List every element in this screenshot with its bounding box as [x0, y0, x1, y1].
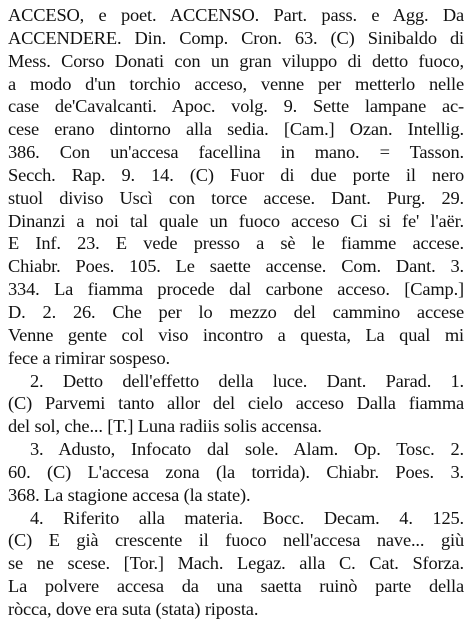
entry-line: a modo d'un torchio acceso, venne per metterlo nelle [8, 73, 464, 94]
entry-line: 334. La fiamma procede dal carbone acceso. [Camp.] [8, 279, 464, 300]
entry-line: 386. Con un'accesa facellina in mano. = Tasson. [8, 142, 464, 163]
entry-line: case de'Cavalcanti. Apoc. volg. 9. Sette lampane ac- [8, 96, 464, 117]
entry-line: 60. (C) L'accesa zona (la torrida). Chiabr. Poes. 3. [8, 461, 464, 482]
entry-line: ACCENDERE. Din. Comp. Cron. 63. (C) Sinibaldo di [8, 27, 464, 48]
entry-line: se ne scese. [Tor.] Mach. Legaz. alla C. Cat. Sforza. [8, 553, 464, 574]
entry-line: fece a rimirar sospeso. [8, 347, 170, 368]
entry-line: (C) E già crescente il fuoco nell'accesa nave... giù [8, 530, 464, 551]
entry-line: Chiabr. Poes. 105. Le saette accense. Com. Dant. 3. [8, 256, 464, 277]
entry-line: del sol, che... [T.] Luna radiis solis accensa. [8, 416, 322, 437]
sense-4-line: 4. Riferito alla materia. Bocc. Decam. 4. 125. [30, 507, 464, 528]
entry-line: cese erano dintorno alla sedia. [Cam.] Ozan. Intellig. [8, 119, 464, 140]
entry-line: Secch. Rap. 9. 14. (C) Fuor di due porte il nero [8, 164, 464, 185]
entry-line: Mess. Corso Donati con un gran viluppo di detto fuoco, [8, 50, 464, 71]
entry-line: (C) Parvemi tanto allor del cielo acceso Dalla fiamma [8, 393, 464, 414]
sense-2-line: 2. Detto dell'effetto della luce. Dant. Parad. 1. [30, 370, 464, 391]
entry-line: 368. La stagione accesa (la state). [8, 484, 251, 505]
sense-3-line: 3. Adusto, Infocato dal sole. Alam. Op. Tosc. 2. [30, 439, 464, 460]
entry-line: ACCESO, e poet. ACCENSO. Part. pass. e Agg. Da [8, 5, 464, 25]
entry-line: Venne gente col viso incontro a questa, La qual mi [8, 324, 464, 345]
entry-line: ròcca, dove era suta (stata) riposta. [8, 598, 259, 619]
entry-line: Dinanzi a noi tal quale un fuoco acceso Ci si fe' l'aër. [8, 210, 464, 231]
entry-line: D. 2. 26. Che per lo mezzo del cammino accese [8, 301, 464, 322]
entry-line: stuol diviso Uscì con torce accese. Dant. Purg. 29. [8, 187, 464, 208]
entry-line: La polvere accesa da una saetta ruinò parte della [8, 576, 464, 597]
entry-line: E Inf. 23. E vede presso a sè le fiamme accese. [8, 233, 464, 254]
